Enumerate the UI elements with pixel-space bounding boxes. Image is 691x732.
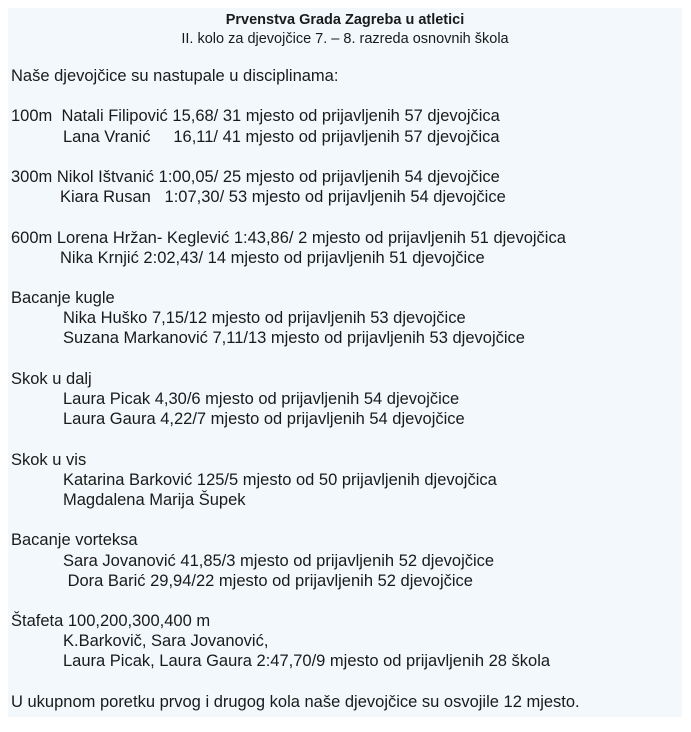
result-600m-2: Nika Krnjić 2:02,43/ 14 mjesto od prijavljenih 51 djevojčice: [60, 248, 485, 267]
long-jump-heading: Skok u dalj: [11, 369, 92, 388]
relay-team-1: K.Barkovič, Sara Jovanović,: [63, 632, 269, 651]
document-subtitle: II. kolo za djevojčice 7. – 8. razreda osnovnih škola: [181, 31, 509, 47]
summary-text: U ukupnom poretku prvog i drugog kola naše djevojčice su osvojile 12 mjesto.: [11, 692, 580, 711]
spacer: [11, 349, 679, 369]
spacer: [11, 672, 679, 692]
document-page: [8, 8, 682, 717]
shot-put-result-2: Suzana Markanović 7,11/13 mjesto od prijavljenih 53 djevojčice: [63, 329, 525, 348]
result-300m-2: Kiara Rusan 1:07,30/ 53 mjesto od prijavljenih 54 djevojčice: [60, 188, 506, 207]
spacer: [11, 207, 679, 227]
shot-put-heading: Bacanje kugle: [11, 289, 115, 308]
result-100m-2: Lana Vranić 16,11/ 41 mjesto od prijavljenih 57 djevojčica: [63, 127, 500, 146]
vortex-result-1: Sara Jovanović 41,85/3 mjesto od prijavljenih 52 djevojčice: [63, 551, 495, 570]
long-jump-result-1: Laura Picak 4,30/6 mjesto od prijavljenih 54 djevojčice: [63, 390, 460, 408]
spacer: [11, 147, 679, 167]
intro-text: Naše djevojčice su nastupale u disciplinama:: [11, 67, 339, 85]
spacer: [11, 510, 679, 530]
vortex-heading: Bacanje vorteksa: [11, 531, 138, 550]
document-header: [8, 8, 682, 49]
spacer: [11, 86, 679, 106]
spacer: [11, 591, 679, 611]
relay-team-2: Laura Picak, Laura Gaura 2:47,70/9 mjesto od prijavljenih 28 škola: [63, 652, 551, 671]
long-jump-result-2: Laura Gaura 4,22/7 mjesto od prijavljenih 54 djevojčice: [63, 410, 465, 429]
shot-put-result-1: Nika Huško 7,15/12 mjesto od prijavljenih 53 djevojčice: [63, 309, 466, 328]
document-body: [11, 66, 679, 712]
high-jump-result-2: Magdalena Marija Šupek: [63, 490, 246, 509]
spacer: [11, 268, 679, 288]
high-jump-heading: Skok u vis: [11, 450, 87, 469]
relay-heading: Štafeta 100,200,300,400 m: [11, 612, 211, 631]
result-600m-1: 600m Lorena Hržan- Keglević 1:43,86/ 2 mjesto od prijavljenih 51 djevojčica: [11, 228, 566, 247]
document-title: Prvenstva Grada Zagreba u atletici: [225, 12, 465, 28]
high-jump-result-1: Katarina Barković 125/5 mjesto od 50 prijavljenih djevojčica: [63, 470, 497, 489]
spacer: [11, 429, 679, 449]
vortex-result-2: Dora Barić 29,94/22 mjesto od prijavljenih 52 djevojčice: [63, 571, 473, 590]
result-300m-1: 300m Nikol Ištvanić 1:00,05/ 25 mjesto od prijavljenih 54 djevojčice: [11, 167, 500, 186]
result-100m-1: 100m Natali Filipović 15,68/ 31 mjesto od prijavljenih 57 djevojčica: [11, 107, 500, 126]
